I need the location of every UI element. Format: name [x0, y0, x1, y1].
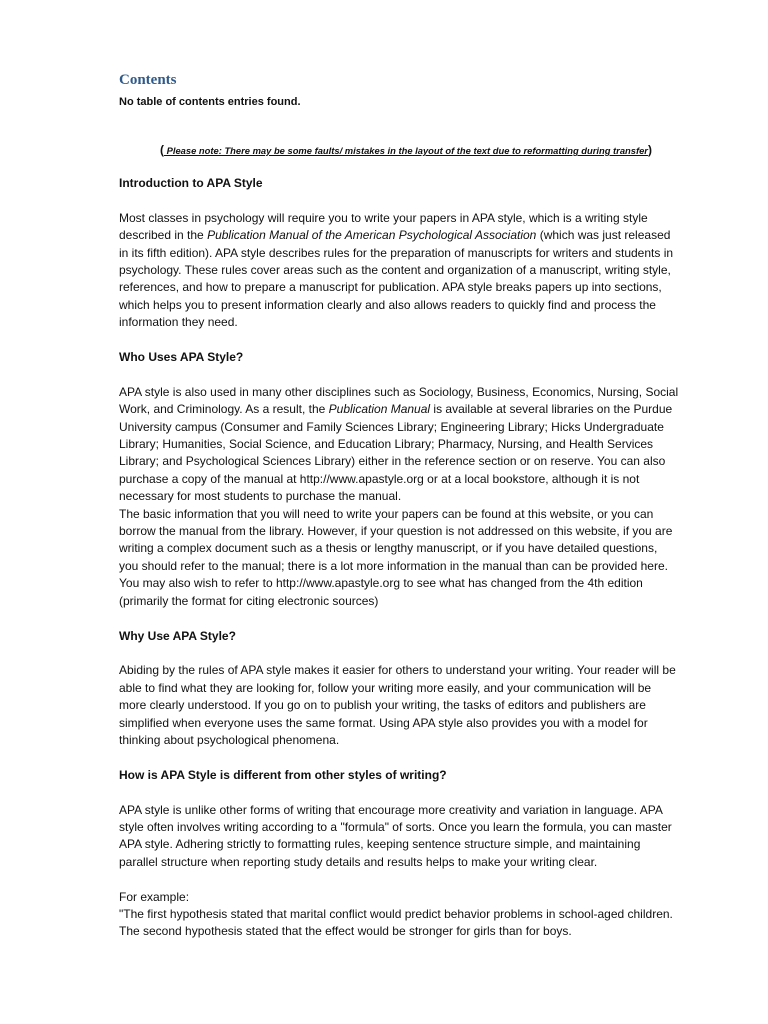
example-quote: "The first hypothesis stated that marital conflict would predict behavior problems in school-aged children. The second hypothesis stated that the effect would be stronger for girls than for boys.: [119, 906, 673, 939]
paragraph-text: (which was just released in its fifth edition). APA style describes rules for the preparation of manuscripts for writers and students in psychology. These rules cover areas such as the content and organization of a manuscript, writing style, references, and how to prepare a manuscript for publication. APA style breaks papers up into sections, which helps you to present information clearly and also allows readers to quickly find and process the information they need.: [119, 228, 674, 330]
paragraph-text: APA style is also used in many other disciplines such as Sociology, Business, Economics, Nursing, Social Work, and Criminology. As a result, the: [119, 384, 679, 417]
section-heading-why-use: Why Use APA Style?: [119, 628, 236, 643]
document-body: [119, 175, 679, 941]
section-paragraph: Abiding by the rules of APA style makes it easier for others to understand your writing. Your reader will be able to find what they are looking for, follow your writing more easily, and your communication will be more clearly understood. If you go on to publish your writing, the tasks of editors and publishers are simplified when everyone uses the same format. Using APA style also provides you with a model for thinking about psychological phenomena.: [119, 663, 676, 747]
note-close-paren: ): [647, 143, 652, 157]
section-heading-who-uses: Who Uses APA Style?: [119, 350, 244, 365]
example-label: For example:: [119, 889, 190, 904]
toc-title: Contents: [119, 72, 177, 88]
section-paragraph: [119, 210, 679, 332]
publication-title-italic: Publication Manual of the American Psychological Association: [207, 228, 537, 243]
note-text: Please note: There may be some faults/ mistakes in the layout of the text due to reformatting during transfer: [164, 145, 648, 156]
reformat-note: [160, 143, 652, 157]
publication-title-italic: Publication Manual: [328, 402, 431, 417]
section-paragraph: APA style is unlike other forms of writing that encourage more creativity and variation in language. APA style often involves writing according to a "formula" of sorts. Once you learn the formula, you can master APA style. Adhering strictly to formatting rules, keeping sentence structure simple, and maintaining parallel structure when reporting study details and results helps to make your writing clear.: [119, 802, 672, 869]
paragraph-text: is available at several libraries on the Purdue University campus (Consumer and Family Sciences Library; Engineering Library; Hicks Undergraduate Library; Humanities, Social Science, and Education Library; Pharmacy, Nursing, and Health Services Library; and Psychological Sciences Library) either in the reference section or on reserve. You can also purchase a copy of the manual at http://www.apastyle.org or at a local bookstore, although it is not necessary for most students to purchase the manual.: [119, 402, 673, 504]
section-paragraph: [119, 384, 679, 506]
note-open-paren: (: [160, 143, 164, 157]
paragraph-text: Most classes in psychology will require you to write your papers in APA style, which is a writing style described in the: [119, 210, 648, 243]
toc-empty-message: No table of contents entries found.: [119, 96, 301, 108]
section-paragraph: The basic information that you will need to write your papers can be found at this website, or you can borrow the manual from the library. However, if your question is not addressed on this website, if you are writing a complex document such as a thesis or lengthy manuscript, or if you have detailed questions, you should refer to the manual; there is a lot more information in the manual than can be provided here. You may also wish to refer to http://www.apastyle.org to see what has changed from the 4th edition (primarily the format for citing electronic sources): [119, 506, 673, 608]
section-heading-introduction: Introduction to APA Style: [119, 176, 263, 190]
section-heading-how-different: How is APA Style is different from other styles of writing?: [119, 767, 447, 782]
